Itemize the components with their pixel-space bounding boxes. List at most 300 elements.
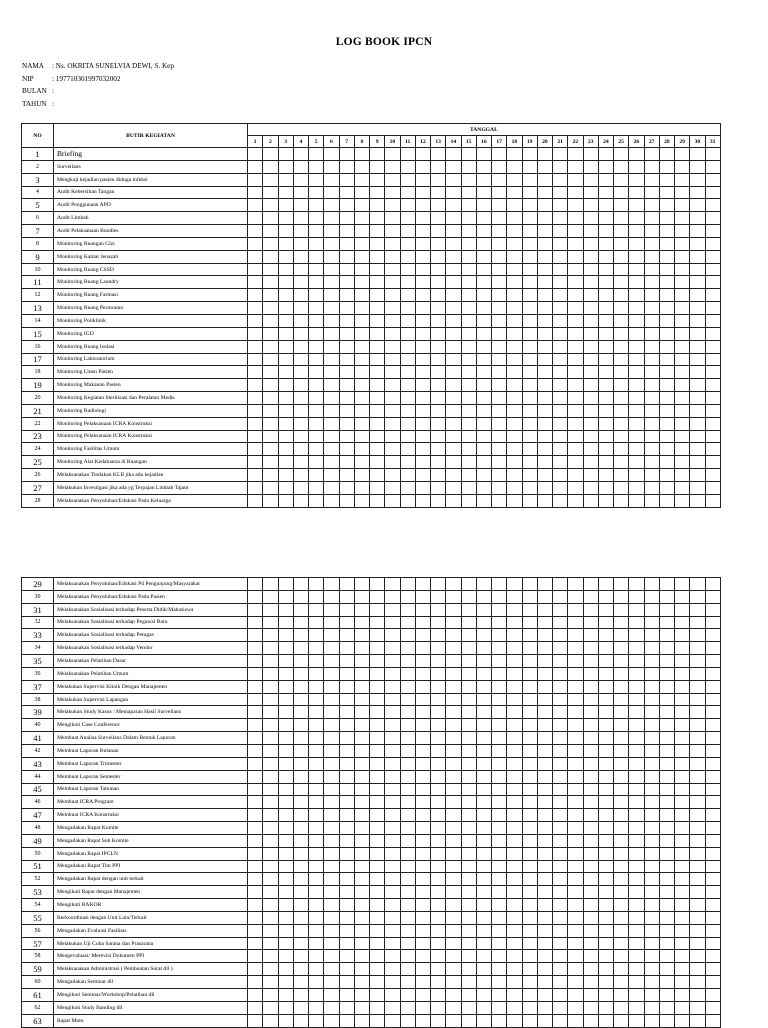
day-cell[interactable] xyxy=(492,719,507,732)
day-cell[interactable] xyxy=(522,976,537,989)
day-cell[interactable] xyxy=(263,225,278,238)
day-cell[interactable] xyxy=(690,860,705,873)
day-cell[interactable] xyxy=(446,680,461,693)
day-cell[interactable] xyxy=(400,899,415,912)
day-cell[interactable] xyxy=(263,186,278,199)
day-cell[interactable] xyxy=(583,494,598,507)
day-cell[interactable] xyxy=(598,289,613,302)
day-cell[interactable] xyxy=(629,314,644,327)
day-cell[interactable] xyxy=(568,732,583,745)
day-cell[interactable] xyxy=(293,783,308,796)
day-cell[interactable] xyxy=(263,796,278,809)
day-cell[interactable] xyxy=(309,404,324,417)
day-cell[interactable] xyxy=(568,160,583,173)
day-cell[interactable] xyxy=(461,950,476,963)
day-cell[interactable] xyxy=(614,719,629,732)
day-cell[interactable] xyxy=(446,809,461,822)
day-cell[interactable] xyxy=(629,822,644,835)
day-cell[interactable] xyxy=(690,732,705,745)
day-cell[interactable] xyxy=(446,417,461,430)
day-cell[interactable] xyxy=(400,353,415,366)
day-cell[interactable] xyxy=(431,809,446,822)
day-cell[interactable] xyxy=(598,822,613,835)
day-cell[interactable] xyxy=(431,680,446,693)
day-cell[interactable] xyxy=(309,873,324,886)
day-cell[interactable] xyxy=(675,667,690,680)
day-cell[interactable] xyxy=(659,469,674,482)
day-cell[interactable] xyxy=(629,770,644,783)
day-cell[interactable] xyxy=(507,173,522,186)
day-cell[interactable] xyxy=(522,1014,537,1027)
day-cell[interactable] xyxy=(492,642,507,655)
day-cell[interactable] xyxy=(492,770,507,783)
day-cell[interactable] xyxy=(446,976,461,989)
day-cell[interactable] xyxy=(522,590,537,603)
day-cell[interactable] xyxy=(461,379,476,392)
day-cell[interactable] xyxy=(415,430,430,443)
day-cell[interactable] xyxy=(339,937,354,950)
day-cell[interactable] xyxy=(644,366,659,379)
day-cell[interactable] xyxy=(675,642,690,655)
day-cell[interactable] xyxy=(309,186,324,199)
day-cell[interactable] xyxy=(263,237,278,250)
day-cell[interactable] xyxy=(248,590,263,603)
day-cell[interactable] xyxy=(400,886,415,899)
day-cell[interactable] xyxy=(507,783,522,796)
day-cell[interactable] xyxy=(278,744,293,757)
day-cell[interactable] xyxy=(690,186,705,199)
day-cell[interactable] xyxy=(309,353,324,366)
day-cell[interactable] xyxy=(385,237,400,250)
day-cell[interactable] xyxy=(309,237,324,250)
day-cell[interactable] xyxy=(568,950,583,963)
day-cell[interactable] xyxy=(385,924,400,937)
day-cell[interactable] xyxy=(583,327,598,340)
day-cell[interactable] xyxy=(446,494,461,507)
day-cell[interactable] xyxy=(675,443,690,456)
day-cell[interactable] xyxy=(400,616,415,629)
day-cell[interactable] xyxy=(400,340,415,353)
day-cell[interactable] xyxy=(293,392,308,405)
day-cell[interactable] xyxy=(629,642,644,655)
day-cell[interactable] xyxy=(278,456,293,469)
day-cell[interactable] xyxy=(568,783,583,796)
day-cell[interactable] xyxy=(385,430,400,443)
day-cell[interactable] xyxy=(690,1014,705,1027)
day-cell[interactable] xyxy=(629,629,644,642)
day-cell[interactable] xyxy=(614,590,629,603)
day-cell[interactable] xyxy=(476,302,491,315)
day-cell[interactable] xyxy=(659,757,674,770)
day-cell[interactable] xyxy=(614,366,629,379)
day-cell[interactable] xyxy=(583,353,598,366)
day-cell[interactable] xyxy=(675,212,690,225)
day-cell[interactable] xyxy=(690,225,705,238)
day-cell[interactable] xyxy=(690,706,705,719)
day-cell[interactable] xyxy=(431,616,446,629)
day-cell[interactable] xyxy=(629,809,644,822)
day-cell[interactable] xyxy=(446,456,461,469)
day-cell[interactable] xyxy=(659,456,674,469)
day-cell[interactable] xyxy=(614,443,629,456)
day-cell[interactable] xyxy=(568,430,583,443)
day-cell[interactable] xyxy=(629,302,644,315)
day-cell[interactable] xyxy=(385,809,400,822)
day-cell[interactable] xyxy=(568,314,583,327)
day-cell[interactable] xyxy=(492,417,507,430)
day-cell[interactable] xyxy=(644,1001,659,1014)
day-cell[interactable] xyxy=(675,963,690,976)
day-cell[interactable] xyxy=(598,225,613,238)
day-cell[interactable] xyxy=(614,417,629,430)
day-cell[interactable] xyxy=(263,655,278,668)
day-cell[interactable] xyxy=(476,693,491,706)
day-cell[interactable] xyxy=(537,590,552,603)
day-cell[interactable] xyxy=(675,353,690,366)
day-cell[interactable] xyxy=(690,976,705,989)
day-cell[interactable] xyxy=(278,976,293,989)
day-cell[interactable] xyxy=(309,302,324,315)
day-cell[interactable] xyxy=(690,379,705,392)
day-cell[interactable] xyxy=(248,783,263,796)
day-cell[interactable] xyxy=(400,366,415,379)
day-cell[interactable] xyxy=(583,340,598,353)
day-cell[interactable] xyxy=(583,603,598,616)
day-cell[interactable] xyxy=(278,860,293,873)
day-cell[interactable] xyxy=(644,911,659,924)
day-cell[interactable] xyxy=(522,430,537,443)
day-cell[interactable] xyxy=(354,160,369,173)
day-cell[interactable] xyxy=(324,667,339,680)
day-cell[interactable] xyxy=(705,186,720,199)
day-cell[interactable] xyxy=(461,469,476,482)
day-cell[interactable] xyxy=(644,250,659,263)
day-cell[interactable] xyxy=(278,899,293,912)
day-cell[interactable] xyxy=(583,1001,598,1014)
day-cell[interactable] xyxy=(690,937,705,950)
day-cell[interactable] xyxy=(248,456,263,469)
day-cell[interactable] xyxy=(476,809,491,822)
day-cell[interactable] xyxy=(537,186,552,199)
day-cell[interactable] xyxy=(476,430,491,443)
day-cell[interactable] xyxy=(354,327,369,340)
day-cell[interactable] xyxy=(431,719,446,732)
day-cell[interactable] xyxy=(675,340,690,353)
day-cell[interactable] xyxy=(324,757,339,770)
day-cell[interactable] xyxy=(339,173,354,186)
day-cell[interactable] xyxy=(690,886,705,899)
day-cell[interactable] xyxy=(415,263,430,276)
day-cell[interactable] xyxy=(492,212,507,225)
day-cell[interactable] xyxy=(324,160,339,173)
day-cell[interactable] xyxy=(507,148,522,161)
day-cell[interactable] xyxy=(370,314,385,327)
day-cell[interactable] xyxy=(629,603,644,616)
day-cell[interactable] xyxy=(614,212,629,225)
day-cell[interactable] xyxy=(583,237,598,250)
day-cell[interactable] xyxy=(324,680,339,693)
day-cell[interactable] xyxy=(537,430,552,443)
day-cell[interactable] xyxy=(537,976,552,989)
day-cell[interactable] xyxy=(431,655,446,668)
day-cell[interactable] xyxy=(278,834,293,847)
day-cell[interactable] xyxy=(324,237,339,250)
day-cell[interactable] xyxy=(644,173,659,186)
day-cell[interactable] xyxy=(507,225,522,238)
day-cell[interactable] xyxy=(644,822,659,835)
day-cell[interactable] xyxy=(461,404,476,417)
day-cell[interactable] xyxy=(400,989,415,1002)
day-cell[interactable] xyxy=(644,629,659,642)
day-cell[interactable] xyxy=(598,392,613,405)
day-cell[interactable] xyxy=(492,924,507,937)
day-cell[interactable] xyxy=(354,340,369,353)
day-cell[interactable] xyxy=(507,937,522,950)
day-cell[interactable] xyxy=(400,744,415,757)
day-cell[interactable] xyxy=(492,590,507,603)
day-cell[interactable] xyxy=(263,289,278,302)
day-cell[interactable] xyxy=(659,302,674,315)
day-cell[interactable] xyxy=(446,250,461,263)
day-cell[interactable] xyxy=(553,847,568,860)
day-cell[interactable] xyxy=(324,225,339,238)
day-cell[interactable] xyxy=(461,327,476,340)
day-cell[interactable] xyxy=(507,578,522,591)
day-cell[interactable] xyxy=(537,1001,552,1014)
day-cell[interactable] xyxy=(492,392,507,405)
day-cell[interactable] xyxy=(492,199,507,212)
day-cell[interactable] xyxy=(385,886,400,899)
day-cell[interactable] xyxy=(278,237,293,250)
day-cell[interactable] xyxy=(385,732,400,745)
day-cell[interactable] xyxy=(705,989,720,1002)
day-cell[interactable] xyxy=(675,148,690,161)
day-cell[interactable] xyxy=(324,693,339,706)
day-cell[interactable] xyxy=(629,732,644,745)
day-cell[interactable] xyxy=(339,276,354,289)
day-cell[interactable] xyxy=(431,924,446,937)
day-cell[interactable] xyxy=(446,796,461,809)
day-cell[interactable] xyxy=(293,404,308,417)
day-cell[interactable] xyxy=(690,276,705,289)
day-cell[interactable] xyxy=(659,173,674,186)
day-cell[interactable] xyxy=(568,629,583,642)
day-cell[interactable] xyxy=(324,289,339,302)
day-cell[interactable] xyxy=(675,847,690,860)
day-cell[interactable] xyxy=(431,173,446,186)
day-cell[interactable] xyxy=(675,481,690,494)
day-cell[interactable] xyxy=(690,616,705,629)
day-cell[interactable] xyxy=(690,494,705,507)
day-cell[interactable] xyxy=(659,417,674,430)
day-cell[interactable] xyxy=(644,212,659,225)
day-cell[interactable] xyxy=(461,212,476,225)
day-cell[interactable] xyxy=(553,237,568,250)
day-cell[interactable] xyxy=(583,250,598,263)
day-cell[interactable] xyxy=(705,860,720,873)
day-cell[interactable] xyxy=(415,237,430,250)
day-cell[interactable] xyxy=(568,796,583,809)
day-cell[interactable] xyxy=(644,809,659,822)
day-cell[interactable] xyxy=(644,590,659,603)
day-cell[interactable] xyxy=(370,976,385,989)
day-cell[interactable] xyxy=(385,834,400,847)
day-cell[interactable] xyxy=(598,456,613,469)
day-cell[interactable] xyxy=(324,186,339,199)
day-cell[interactable] xyxy=(553,578,568,591)
day-cell[interactable] xyxy=(248,616,263,629)
day-cell[interactable] xyxy=(644,719,659,732)
day-cell[interactable] xyxy=(553,732,568,745)
day-cell[interactable] xyxy=(568,289,583,302)
day-cell[interactable] xyxy=(385,469,400,482)
day-cell[interactable] xyxy=(568,924,583,937)
day-cell[interactable] xyxy=(522,616,537,629)
day-cell[interactable] xyxy=(446,963,461,976)
day-cell[interactable] xyxy=(690,481,705,494)
day-cell[interactable] xyxy=(598,263,613,276)
day-cell[interactable] xyxy=(309,225,324,238)
day-cell[interactable] xyxy=(339,186,354,199)
day-cell[interactable] xyxy=(492,783,507,796)
day-cell[interactable] xyxy=(690,1001,705,1014)
day-cell[interactable] xyxy=(492,680,507,693)
day-cell[interactable] xyxy=(293,770,308,783)
day-cell[interactable] xyxy=(507,642,522,655)
day-cell[interactable] xyxy=(324,1014,339,1027)
day-cell[interactable] xyxy=(385,642,400,655)
day-cell[interactable] xyxy=(507,706,522,719)
day-cell[interactable] xyxy=(248,1014,263,1027)
day-cell[interactable] xyxy=(507,976,522,989)
day-cell[interactable] xyxy=(415,186,430,199)
day-cell[interactable] xyxy=(461,340,476,353)
day-cell[interactable] xyxy=(614,603,629,616)
day-cell[interactable] xyxy=(507,366,522,379)
day-cell[interactable] xyxy=(522,379,537,392)
day-cell[interactable] xyxy=(507,469,522,482)
day-cell[interactable] xyxy=(492,404,507,417)
day-cell[interactable] xyxy=(644,963,659,976)
day-cell[interactable] xyxy=(400,822,415,835)
day-cell[interactable] xyxy=(644,796,659,809)
day-cell[interactable] xyxy=(583,757,598,770)
day-cell[interactable] xyxy=(263,590,278,603)
day-cell[interactable] xyxy=(690,680,705,693)
day-cell[interactable] xyxy=(446,655,461,668)
day-cell[interactable] xyxy=(690,693,705,706)
day-cell[interactable] xyxy=(446,1001,461,1014)
day-cell[interactable] xyxy=(248,706,263,719)
day-cell[interactable] xyxy=(370,417,385,430)
day-cell[interactable] xyxy=(385,976,400,989)
day-cell[interactable] xyxy=(461,924,476,937)
day-cell[interactable] xyxy=(705,481,720,494)
day-cell[interactable] xyxy=(339,719,354,732)
day-cell[interactable] xyxy=(583,783,598,796)
day-cell[interactable] xyxy=(446,148,461,161)
day-cell[interactable] xyxy=(476,494,491,507)
day-cell[interactable] xyxy=(537,937,552,950)
day-cell[interactable] xyxy=(293,950,308,963)
day-cell[interactable] xyxy=(583,379,598,392)
day-cell[interactable] xyxy=(446,616,461,629)
day-cell[interactable] xyxy=(461,642,476,655)
day-cell[interactable] xyxy=(659,186,674,199)
day-cell[interactable] xyxy=(309,989,324,1002)
day-cell[interactable] xyxy=(309,834,324,847)
day-cell[interactable] xyxy=(354,212,369,225)
day-cell[interactable] xyxy=(614,873,629,886)
day-cell[interactable] xyxy=(309,924,324,937)
day-cell[interactable] xyxy=(614,578,629,591)
day-cell[interactable] xyxy=(309,809,324,822)
day-cell[interactable] xyxy=(507,629,522,642)
day-cell[interactable] xyxy=(324,603,339,616)
day-cell[interactable] xyxy=(385,212,400,225)
day-cell[interactable] xyxy=(598,443,613,456)
day-cell[interactable] xyxy=(553,481,568,494)
day-cell[interactable] xyxy=(583,443,598,456)
day-cell[interactable] xyxy=(461,989,476,1002)
day-cell[interactable] xyxy=(400,578,415,591)
day-cell[interactable] xyxy=(644,340,659,353)
day-cell[interactable] xyxy=(263,456,278,469)
day-cell[interactable] xyxy=(446,1014,461,1027)
day-cell[interactable] xyxy=(690,263,705,276)
day-cell[interactable] xyxy=(629,860,644,873)
day-cell[interactable] xyxy=(675,379,690,392)
day-cell[interactable] xyxy=(293,989,308,1002)
day-cell[interactable] xyxy=(476,417,491,430)
day-cell[interactable] xyxy=(492,809,507,822)
day-cell[interactable] xyxy=(507,732,522,745)
day-cell[interactable] xyxy=(354,886,369,899)
day-cell[interactable] xyxy=(278,481,293,494)
day-cell[interactable] xyxy=(476,655,491,668)
day-cell[interactable] xyxy=(537,757,552,770)
day-cell[interactable] xyxy=(385,379,400,392)
day-cell[interactable] xyxy=(507,834,522,847)
day-cell[interactable] xyxy=(324,379,339,392)
day-cell[interactable] xyxy=(675,430,690,443)
day-cell[interactable] xyxy=(431,667,446,680)
day-cell[interactable] xyxy=(278,1014,293,1027)
day-cell[interactable] xyxy=(415,899,430,912)
day-cell[interactable] xyxy=(248,443,263,456)
day-cell[interactable] xyxy=(568,770,583,783)
day-cell[interactable] xyxy=(293,481,308,494)
day-cell[interactable] xyxy=(415,1001,430,1014)
day-cell[interactable] xyxy=(522,186,537,199)
day-cell[interactable] xyxy=(324,783,339,796)
day-cell[interactable] xyxy=(461,590,476,603)
day-cell[interactable] xyxy=(339,212,354,225)
day-cell[interactable] xyxy=(324,404,339,417)
day-cell[interactable] xyxy=(248,950,263,963)
day-cell[interactable] xyxy=(461,430,476,443)
day-cell[interactable] xyxy=(339,899,354,912)
day-cell[interactable] xyxy=(339,706,354,719)
day-cell[interactable] xyxy=(690,590,705,603)
day-cell[interactable] xyxy=(293,173,308,186)
day-cell[interactable] xyxy=(492,469,507,482)
day-cell[interactable] xyxy=(476,392,491,405)
day-cell[interactable] xyxy=(614,469,629,482)
day-cell[interactable] xyxy=(644,430,659,443)
day-cell[interactable] xyxy=(400,873,415,886)
day-cell[interactable] xyxy=(370,443,385,456)
